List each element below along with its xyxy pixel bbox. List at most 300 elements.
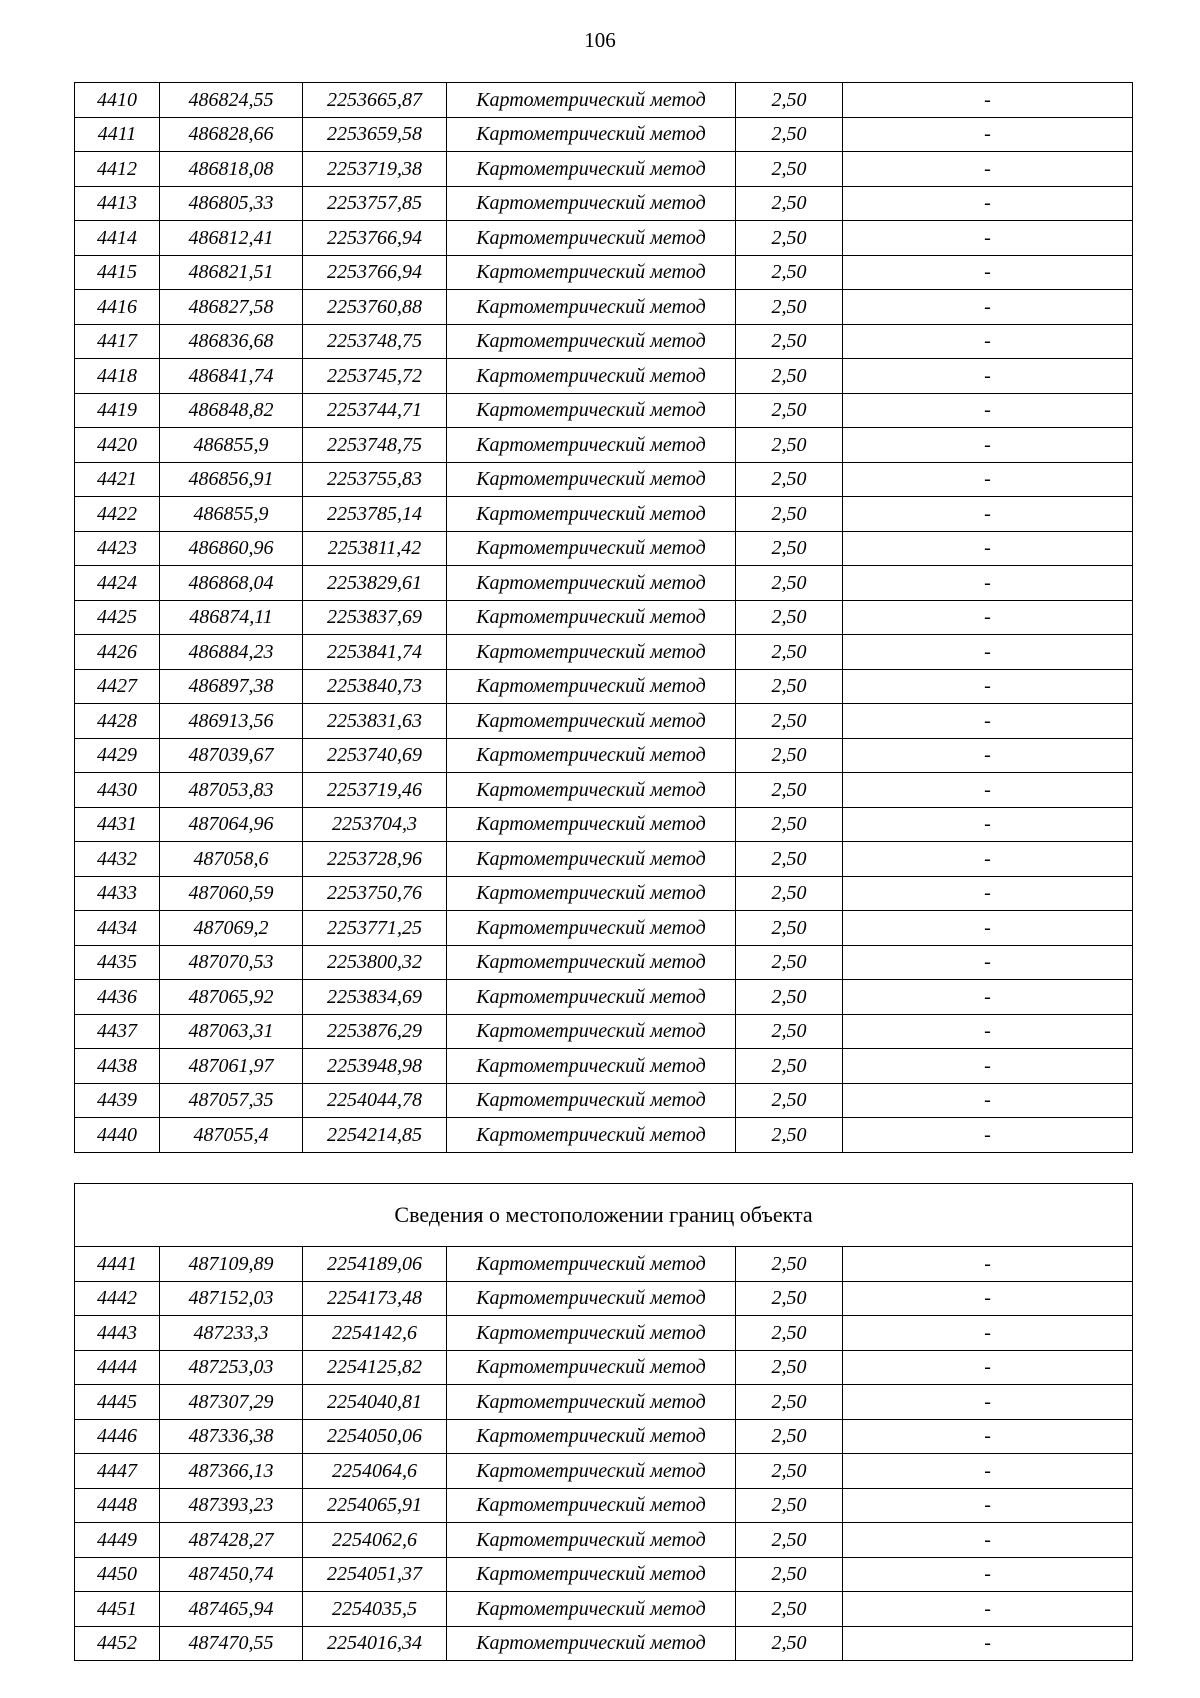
table-row [75,876,1133,911]
x-coordinate-cell: 486828,66 [160,117,303,152]
table-row [75,497,1133,532]
point-number-cell: 4419 [75,393,160,428]
point-number-cell: 4418 [75,359,160,394]
point-number-cell: 4415 [75,255,160,290]
point-number-cell: 4410 [75,83,160,118]
point-number-cell: 4443 [75,1316,160,1351]
x-coordinate-cell: 487470,55 [160,1626,303,1661]
description-cell: - [843,359,1133,394]
accuracy-cell: 2,50 [736,324,843,359]
point-number-cell: 4435 [75,945,160,980]
method-cell: Картометрический метод [447,911,736,946]
accuracy-cell: 2,50 [736,117,843,152]
x-coordinate-cell: 486836,68 [160,324,303,359]
description-cell: - [843,1592,1133,1627]
description-cell: - [843,83,1133,118]
point-number-cell: 4437 [75,1014,160,1049]
accuracy-cell: 2,50 [736,152,843,187]
y-coordinate-cell: 2253948,98 [303,1049,447,1084]
point-number-cell: 4411 [75,117,160,152]
y-coordinate-cell: 2254214,85 [303,1118,447,1153]
table-row [75,393,1133,428]
accuracy-cell: 2,50 [736,635,843,670]
x-coordinate-cell: 486874,11 [160,600,303,635]
point-number-cell: 4450 [75,1557,160,1592]
description-cell: - [843,1118,1133,1153]
point-number-cell: 4414 [75,221,160,256]
table-row [75,531,1133,566]
x-coordinate-cell: 487061,97 [160,1049,303,1084]
description-cell: - [843,152,1133,187]
y-coordinate-cell: 2254142,6 [303,1316,447,1351]
accuracy-cell: 2,50 [736,773,843,808]
y-coordinate-cell: 2254035,5 [303,1592,447,1627]
x-coordinate-cell: 487069,2 [160,911,303,946]
y-coordinate-cell: 2253719,46 [303,773,447,808]
method-cell: Картометрический метод [447,255,736,290]
description-cell: - [843,1083,1133,1118]
accuracy-cell: 2,50 [736,1592,843,1627]
point-number-cell: 4433 [75,876,160,911]
point-number-cell: 4429 [75,738,160,773]
method-cell: Картометрический метод [447,1454,736,1489]
section-title: Сведения о местоположении границ объекта [75,1184,1133,1247]
accuracy-cell: 2,50 [736,255,843,290]
method-cell: Картометрический метод [447,393,736,428]
y-coordinate-cell: 2253829,61 [303,566,447,601]
table-row [75,1316,1133,1351]
y-coordinate-cell: 2253757,85 [303,186,447,221]
description-cell: - [843,186,1133,221]
page-number: 106 [584,28,616,52]
y-coordinate-cell: 2253831,63 [303,704,447,739]
y-coordinate-cell: 2254051,37 [303,1557,447,1592]
method-cell: Картометрический метод [447,1083,736,1118]
x-coordinate-cell: 487064,96 [160,807,303,842]
x-coordinate-cell: 486841,74 [160,359,303,394]
x-coordinate-cell: 486913,56 [160,704,303,739]
description-cell: - [843,945,1133,980]
y-coordinate-cell: 2254040,81 [303,1385,447,1420]
point-number-cell: 4428 [75,704,160,739]
table-row [75,462,1133,497]
x-coordinate-cell: 486818,08 [160,152,303,187]
y-coordinate-cell: 2253800,32 [303,945,447,980]
x-coordinate-cell: 487336,38 [160,1419,303,1454]
method-cell: Картометрический метод [447,1488,736,1523]
point-number-cell: 4412 [75,152,160,187]
accuracy-cell: 2,50 [736,1118,843,1153]
description-cell: - [843,600,1133,635]
point-number-cell: 4441 [75,1247,160,1282]
table-row [75,428,1133,463]
method-cell: Картометрический метод [447,566,736,601]
method-cell: Картометрический метод [447,186,736,221]
table-row [75,1350,1133,1385]
x-coordinate-cell: 487253,03 [160,1350,303,1385]
method-cell: Картометрический метод [447,1385,736,1420]
y-coordinate-cell: 2253876,29 [303,1014,447,1049]
x-coordinate-cell: 487393,23 [160,1488,303,1523]
table-row [75,1281,1133,1316]
accuracy-cell: 2,50 [736,531,843,566]
x-coordinate-cell: 487070,53 [160,945,303,980]
table-row [75,152,1133,187]
accuracy-cell: 2,50 [736,1247,843,1282]
point-number-cell: 4452 [75,1626,160,1661]
point-number-cell: 4442 [75,1281,160,1316]
coordinates-table-top [74,82,1133,1153]
method-cell: Картометрический метод [447,1419,736,1454]
point-number-cell: 4440 [75,1118,160,1153]
y-coordinate-cell: 2254065,91 [303,1488,447,1523]
section-header-row [75,1184,1133,1247]
table-row [75,1118,1133,1153]
method-cell: Картометрический метод [447,1049,736,1084]
method-cell: Картометрический метод [447,980,736,1015]
table-row [75,1049,1133,1084]
description-cell: - [843,566,1133,601]
y-coordinate-cell: 2253665,87 [303,83,447,118]
method-cell: Картометрический метод [447,704,736,739]
point-number-cell: 4423 [75,531,160,566]
table-row [75,1454,1133,1489]
method-cell: Картометрический метод [447,945,736,980]
accuracy-cell: 2,50 [736,1049,843,1084]
table-row [75,1014,1133,1049]
x-coordinate-cell: 487109,89 [160,1247,303,1282]
point-number-cell: 4430 [75,773,160,808]
table-row [75,911,1133,946]
table-row [75,290,1133,325]
method-cell: Картометрический метод [447,1592,736,1627]
y-coordinate-cell: 2253748,75 [303,324,447,359]
accuracy-cell: 2,50 [736,186,843,221]
table-row [75,1385,1133,1420]
point-number-cell: 4427 [75,669,160,704]
coordinates-table-top-body [75,83,1133,1153]
point-number-cell: 4422 [75,497,160,532]
y-coordinate-cell: 2253719,38 [303,152,447,187]
method-cell: Картометрический метод [447,221,736,256]
table-row [75,359,1133,394]
x-coordinate-cell: 487465,94 [160,1592,303,1627]
method-cell: Картометрический метод [447,462,736,497]
table-row [75,324,1133,359]
y-coordinate-cell: 2253841,74 [303,635,447,670]
y-coordinate-cell: 2253766,94 [303,255,447,290]
description-cell: - [843,704,1133,739]
y-coordinate-cell: 2253840,73 [303,669,447,704]
accuracy-cell: 2,50 [736,1488,843,1523]
table-row [75,842,1133,877]
description-cell: - [843,669,1133,704]
description-cell: - [843,980,1133,1015]
table-row [75,186,1133,221]
description-cell: - [843,1247,1133,1282]
x-coordinate-cell: 486855,9 [160,428,303,463]
accuracy-cell: 2,50 [736,1385,843,1420]
description-cell: - [843,635,1133,670]
point-number-cell: 4449 [75,1523,160,1558]
y-coordinate-cell: 2253811,42 [303,531,447,566]
x-coordinate-cell: 486848,82 [160,393,303,428]
description-cell: - [843,1557,1133,1592]
accuracy-cell: 2,50 [736,83,843,118]
x-coordinate-cell: 487152,03 [160,1281,303,1316]
description-cell: - [843,911,1133,946]
description-cell: - [843,428,1133,463]
description-cell: - [843,1454,1133,1489]
point-number-cell: 4446 [75,1419,160,1454]
method-cell: Картометрический метод [447,117,736,152]
description-cell: - [843,1488,1133,1523]
description-cell: - [843,773,1133,808]
method-cell: Картометрический метод [447,1557,736,1592]
method-cell: Картометрический метод [447,428,736,463]
table-row [75,566,1133,601]
accuracy-cell: 2,50 [736,876,843,911]
y-coordinate-cell: 2253755,83 [303,462,447,497]
coordinates-table-bottom-body [75,1184,1133,1661]
point-number-cell: 4413 [75,186,160,221]
table-row [75,773,1133,808]
y-coordinate-cell: 2253771,25 [303,911,447,946]
accuracy-cell: 2,50 [736,669,843,704]
y-coordinate-cell: 2253766,94 [303,221,447,256]
x-coordinate-cell: 487428,27 [160,1523,303,1558]
method-cell: Картометрический метод [447,324,736,359]
method-cell: Картометрический метод [447,531,736,566]
method-cell: Картометрический метод [447,1014,736,1049]
y-coordinate-cell: 2253748,75 [303,428,447,463]
point-number-cell: 4436 [75,980,160,1015]
point-number-cell: 4438 [75,1049,160,1084]
method-cell: Картометрический метод [447,290,736,325]
y-coordinate-cell: 2253750,76 [303,876,447,911]
accuracy-cell: 2,50 [736,1316,843,1351]
x-coordinate-cell: 486860,96 [160,531,303,566]
x-coordinate-cell: 487233,3 [160,1316,303,1351]
table-row [75,1247,1133,1282]
table-row [75,1592,1133,1627]
x-coordinate-cell: 486855,9 [160,497,303,532]
table-row [75,1626,1133,1661]
table-row [75,1083,1133,1118]
description-cell: - [843,324,1133,359]
accuracy-cell: 2,50 [736,428,843,463]
accuracy-cell: 2,50 [736,1626,843,1661]
table-row [75,945,1133,980]
table-row [75,117,1133,152]
accuracy-cell: 2,50 [736,1350,843,1385]
accuracy-cell: 2,50 [736,359,843,394]
y-coordinate-cell: 2253834,69 [303,980,447,1015]
description-cell: - [843,462,1133,497]
y-coordinate-cell: 2253704,3 [303,807,447,842]
accuracy-cell: 2,50 [736,566,843,601]
table-row [75,807,1133,842]
description-cell: - [843,1049,1133,1084]
table-row [75,1419,1133,1454]
description-cell: - [843,497,1133,532]
point-number-cell: 4434 [75,911,160,946]
table-row [75,600,1133,635]
y-coordinate-cell: 2253760,88 [303,290,447,325]
point-number-cell: 4424 [75,566,160,601]
x-coordinate-cell: 487060,59 [160,876,303,911]
point-number-cell: 4417 [75,324,160,359]
description-cell: - [843,290,1133,325]
y-coordinate-cell: 2254064,6 [303,1454,447,1489]
point-number-cell: 4426 [75,635,160,670]
description-cell: - [843,1316,1133,1351]
description-cell: - [843,807,1133,842]
method-cell: Картометрический метод [447,1118,736,1153]
description-cell: - [843,1281,1133,1316]
accuracy-cell: 2,50 [736,600,843,635]
method-cell: Картометрический метод [447,773,736,808]
method-cell: Картометрический метод [447,635,736,670]
accuracy-cell: 2,50 [736,842,843,877]
x-coordinate-cell: 487055,4 [160,1118,303,1153]
accuracy-cell: 2,50 [736,1419,843,1454]
description-cell: - [843,1385,1133,1420]
x-coordinate-cell: 486824,55 [160,83,303,118]
point-number-cell: 4416 [75,290,160,325]
point-number-cell: 4431 [75,807,160,842]
accuracy-cell: 2,50 [736,462,843,497]
table-row [75,738,1133,773]
point-number-cell: 4447 [75,1454,160,1489]
method-cell: Картометрический метод [447,669,736,704]
table-row [75,669,1133,704]
accuracy-cell: 2,50 [736,497,843,532]
accuracy-cell: 2,50 [736,1557,843,1592]
description-cell: - [843,393,1133,428]
table-row [75,255,1133,290]
x-coordinate-cell: 487058,6 [160,842,303,877]
description-cell: - [843,876,1133,911]
method-cell: Картометрический метод [447,600,736,635]
accuracy-cell: 2,50 [736,807,843,842]
accuracy-cell: 2,50 [736,393,843,428]
x-coordinate-cell: 486812,41 [160,221,303,256]
y-coordinate-cell: 2254173,48 [303,1281,447,1316]
point-number-cell: 4420 [75,428,160,463]
method-cell: Картометрический метод [447,1626,736,1661]
method-cell: Картометрический метод [447,152,736,187]
x-coordinate-cell: 486868,04 [160,566,303,601]
accuracy-cell: 2,50 [736,1523,843,1558]
accuracy-cell: 2,50 [736,1083,843,1118]
method-cell: Картометрический метод [447,876,736,911]
description-cell: - [843,1626,1133,1661]
y-coordinate-cell: 2253744,71 [303,393,447,428]
table-row [75,221,1133,256]
description-cell: - [843,531,1133,566]
method-cell: Картометрический метод [447,1247,736,1282]
method-cell: Картометрический метод [447,1523,736,1558]
y-coordinate-cell: 2254044,78 [303,1083,447,1118]
x-coordinate-cell: 486897,38 [160,669,303,704]
y-coordinate-cell: 2253728,96 [303,842,447,877]
method-cell: Картометрический метод [447,1281,736,1316]
point-number-cell: 4444 [75,1350,160,1385]
x-coordinate-cell: 486884,23 [160,635,303,670]
y-coordinate-cell: 2253745,72 [303,359,447,394]
point-number-cell: 4421 [75,462,160,497]
table-row [75,83,1133,118]
x-coordinate-cell: 486805,33 [160,186,303,221]
x-coordinate-cell: 487366,13 [160,1454,303,1489]
y-coordinate-cell: 2254189,06 [303,1247,447,1282]
description-cell: - [843,255,1133,290]
method-cell: Картометрический метод [447,738,736,773]
method-cell: Картометрический метод [447,83,736,118]
y-coordinate-cell: 2253785,14 [303,497,447,532]
description-cell: - [843,1523,1133,1558]
description-cell: - [843,221,1133,256]
table-row [75,980,1133,1015]
description-cell: - [843,1419,1133,1454]
accuracy-cell: 2,50 [736,980,843,1015]
x-coordinate-cell: 487057,35 [160,1083,303,1118]
accuracy-cell: 2,50 [736,911,843,946]
point-number-cell: 4439 [75,1083,160,1118]
description-cell: - [843,117,1133,152]
description-cell: - [843,1014,1133,1049]
x-coordinate-cell: 486827,58 [160,290,303,325]
description-cell: - [843,738,1133,773]
method-cell: Картометрический метод [447,359,736,394]
x-coordinate-cell: 487065,92 [160,980,303,1015]
y-coordinate-cell: 2254050,06 [303,1419,447,1454]
x-coordinate-cell: 486821,51 [160,255,303,290]
y-coordinate-cell: 2254062,6 [303,1523,447,1558]
coordinates-table-bottom [74,1183,1133,1661]
accuracy-cell: 2,50 [736,738,843,773]
y-coordinate-cell: 2254125,82 [303,1350,447,1385]
table-row [75,1523,1133,1558]
description-cell: - [843,842,1133,877]
point-number-cell: 4448 [75,1488,160,1523]
method-cell: Картометрический метод [447,807,736,842]
y-coordinate-cell: 2253740,69 [303,738,447,773]
y-coordinate-cell: 2253837,69 [303,600,447,635]
y-coordinate-cell: 2254016,34 [303,1626,447,1661]
point-number-cell: 4451 [75,1592,160,1627]
point-number-cell: 4445 [75,1385,160,1420]
accuracy-cell: 2,50 [736,1014,843,1049]
x-coordinate-cell: 487450,74 [160,1557,303,1592]
y-coordinate-cell: 2253659,58 [303,117,447,152]
method-cell: Картометрический метод [447,497,736,532]
x-coordinate-cell: 487063,31 [160,1014,303,1049]
x-coordinate-cell: 486856,91 [160,462,303,497]
table-row [75,1488,1133,1523]
method-cell: Картометрический метод [447,842,736,877]
x-coordinate-cell: 487307,29 [160,1385,303,1420]
table-row [75,635,1133,670]
accuracy-cell: 2,50 [736,221,843,256]
accuracy-cell: 2,50 [736,945,843,980]
method-cell: Картометрический метод [447,1316,736,1351]
x-coordinate-cell: 487039,67 [160,738,303,773]
point-number-cell: 4432 [75,842,160,877]
table-row [75,1557,1133,1592]
x-coordinate-cell: 487053,83 [160,773,303,808]
